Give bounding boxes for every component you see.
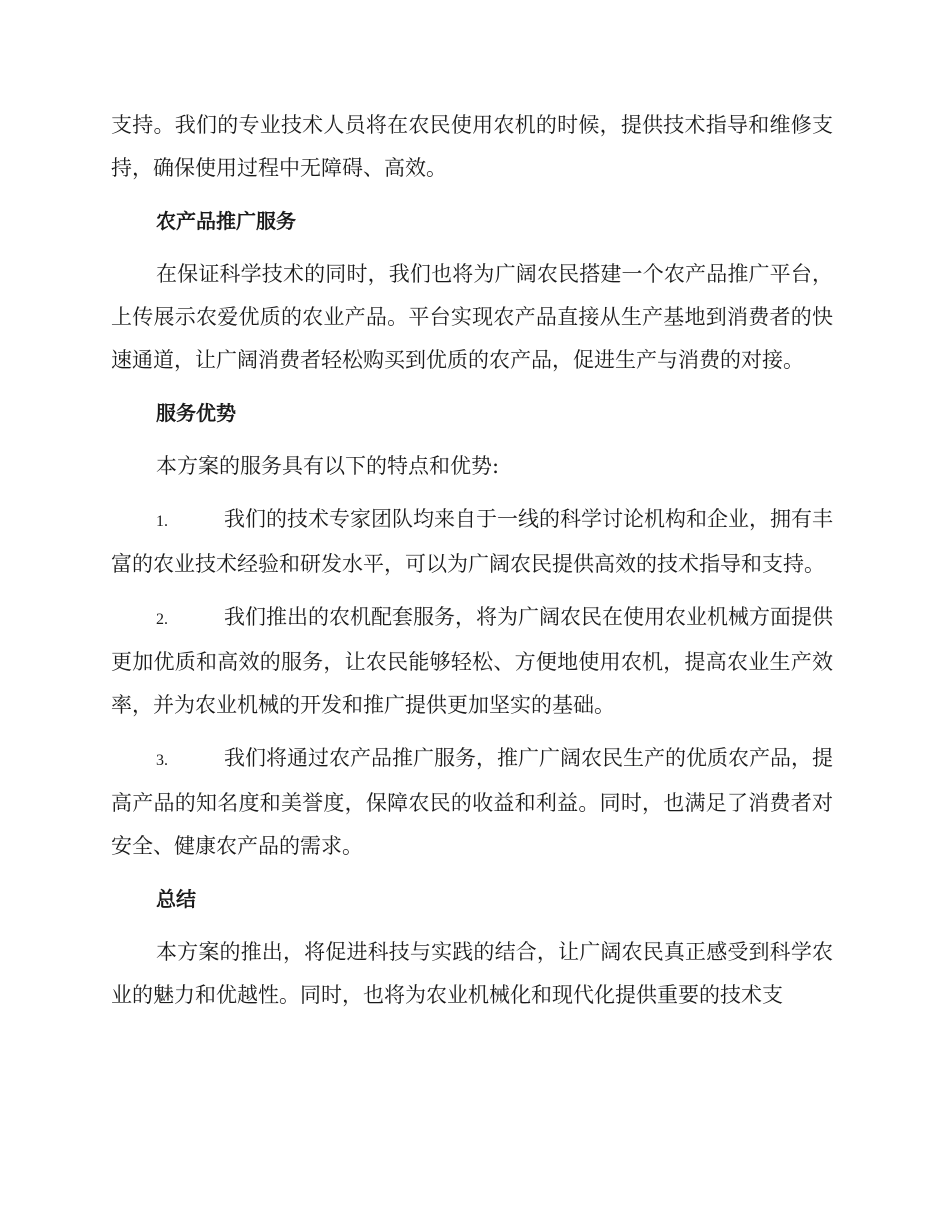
heading-summary: 总结 [156, 887, 196, 911]
advantage-item-1 [111, 498, 833, 586]
list-item-text: 我们将通过农产品推广服务，推广广阔农民生产的优质农产品，提高产品的知名度和美誉度，保障农民的收益和利益。同时，也满足了消费者对安全、健康农产品的需求。 [111, 746, 833, 858]
advantage-item-3 [111, 737, 833, 868]
list-number: 2. [156, 611, 168, 628]
intro-paragraph: 支持。我们的专业技术人员将在农民使用农机的时候，提供技术指导和维修支持，确保使用过程中无障碍、高效。 [111, 113, 833, 180]
list-number: 3. [156, 752, 168, 769]
list-item-text: 我们的技术专家团队均来自于一线的科学讨论机构和企业，拥有丰富的农业技术经验和研发水平，可以为广阔农民提供高效的技术指导和支持。 [111, 507, 833, 576]
advantages-intro: 本方案的服务具有以下的特点和优势: [156, 454, 500, 478]
summary-paragraph: 本方案的推出，将促进科技与实践的结合，让广阔农民真正感受到科学农业的魅力和优越性。同时，也将为农业机械化和现代化提供重要的技术支 [111, 940, 833, 1007]
list-number: 1. [156, 513, 168, 530]
heading-service-advantages: 服务优势 [156, 401, 236, 425]
promotion-paragraph: 在保证科学技术的同时，我们也将为广阔农民搭建一个农产品推广平台，上传展示农爱优质的农业产品。平台实现农产品直接从生产基地到消费者的快速通道，让广阔消费者轻松购买到优质的农产品，促进生产与消费的对接。 [111, 262, 833, 372]
document-body [111, 104, 833, 1027]
list-item-text: 我们推出的农机配套服务，将为广阔农民在使用农业机械方面提供更加优质和高效的服务，让农民能够轻松、方便地使用农机，提高农业生产效率，并为农业机械的开发和推广提供更加坚实的基础。 [111, 605, 833, 717]
heading-promotion-service: 农产品推广服务 [156, 209, 296, 233]
advantage-item-2 [111, 596, 833, 727]
